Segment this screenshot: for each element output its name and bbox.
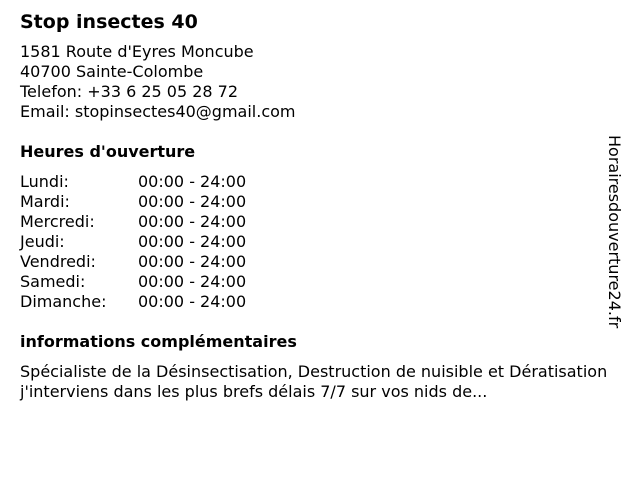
hours-row-saturday xyxy=(20,272,610,292)
day-label: Mercredi: xyxy=(20,212,95,231)
address-city: 40700 Sainte-Colombe xyxy=(20,62,204,81)
phone-number: Telefon: +33 6 25 05 28 72 xyxy=(20,82,239,101)
day-hours: 00:00 - 24:00 xyxy=(138,192,247,211)
day-hours: 00:00 - 24:00 xyxy=(138,172,247,191)
address-block xyxy=(20,42,610,122)
day-hours: 00:00 - 24:00 xyxy=(138,292,247,311)
day-label: Jeudi: xyxy=(20,232,65,251)
day-hours: 00:00 - 24:00 xyxy=(138,232,247,251)
info-description: Spécialiste de la Désinsectisation, Destruction de nuisible et Dératisation j'interviens dans les plus brefs délais 7/7 sur vos nids de... xyxy=(20,362,608,401)
hours-table xyxy=(20,172,610,312)
day-label: Vendredi: xyxy=(20,252,96,271)
hours-title: Heures d'ouverture xyxy=(20,142,196,161)
hours-row-wednesday xyxy=(20,212,610,232)
hours-row-monday xyxy=(20,172,610,192)
hours-row-friday xyxy=(20,252,610,272)
address-street: 1581 Route d'Eyres Moncube xyxy=(20,42,254,61)
business-card xyxy=(20,10,610,402)
day-hours: 00:00 - 24:00 xyxy=(138,212,247,231)
business-name: Stop insectes 40 xyxy=(20,11,198,33)
hours-row-tuesday xyxy=(20,192,610,212)
day-label: Dimanche: xyxy=(20,292,107,311)
email-address: Email: stopinsectes40@gmail.com xyxy=(20,102,296,121)
day-label: Samedi: xyxy=(20,272,86,291)
info-title: informations complémentaires xyxy=(20,332,297,351)
day-hours: 00:00 - 24:00 xyxy=(138,252,247,271)
day-hours: 00:00 - 24:00 xyxy=(138,272,247,291)
hours-row-thursday xyxy=(20,232,610,252)
hours-row-sunday xyxy=(20,292,610,312)
day-label: Lundi: xyxy=(20,172,69,191)
day-label: Mardi: xyxy=(20,192,70,211)
site-watermark: Horairesdouverture24.fr xyxy=(605,135,624,329)
